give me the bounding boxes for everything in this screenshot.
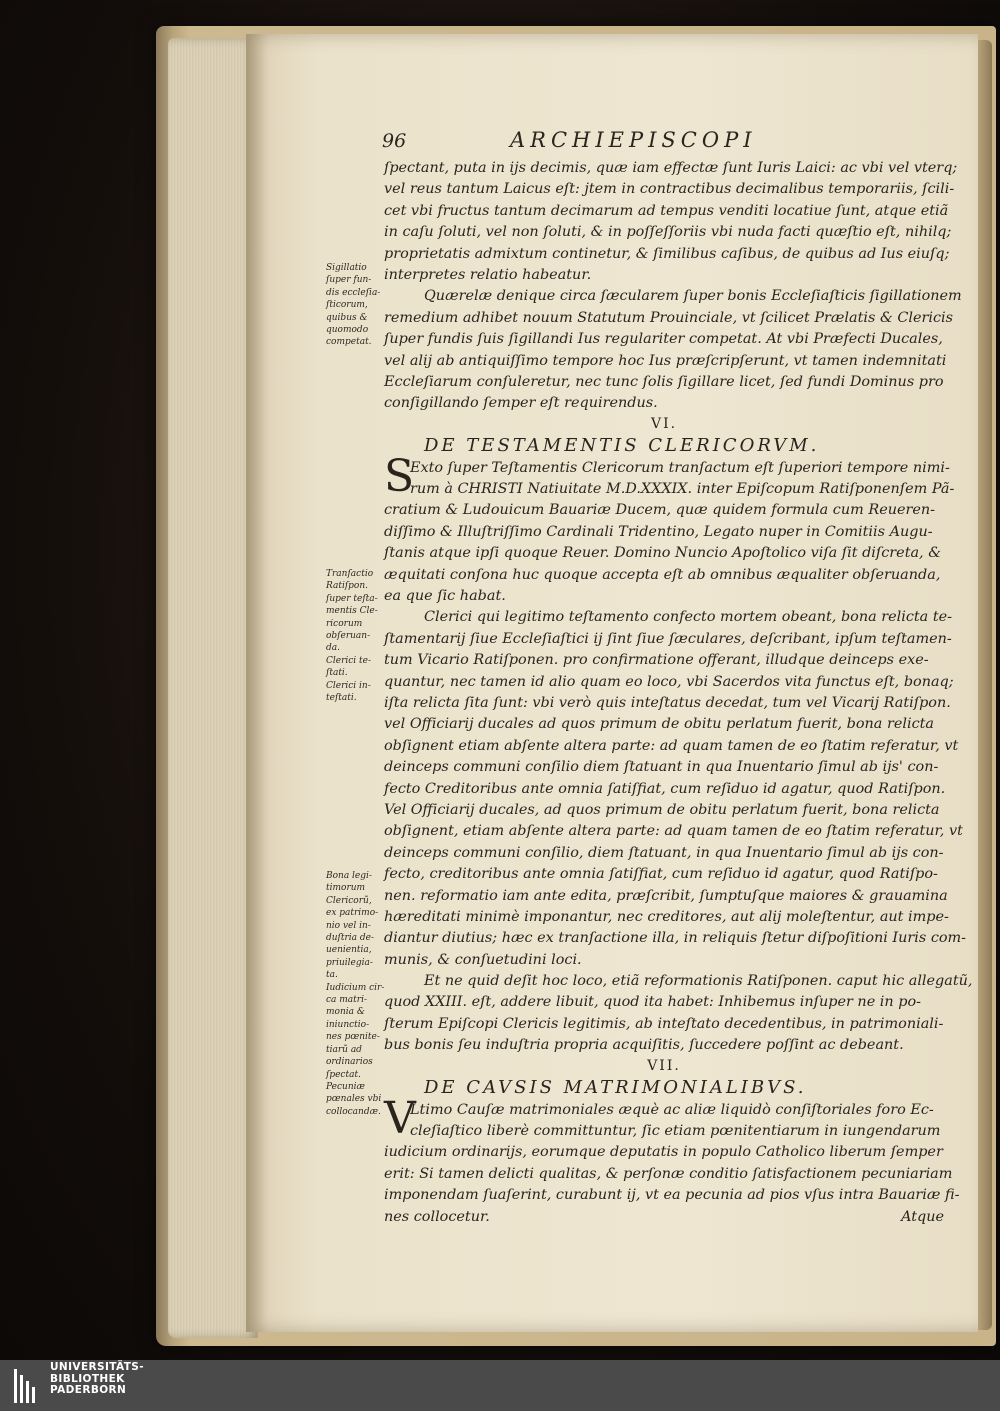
- text-line: fecto Creditoribus ante omnia ſatiſfiat, cum reſiduo id agatur, quod Ratiſpon.: [384, 780, 946, 797]
- text-line: erit: Si tamen delicti qualitas, & perſonæ conditio ſatisfactionem pecuniariam: [384, 1165, 953, 1182]
- marginal-line: Sigillatio: [326, 263, 367, 273]
- marginal-line: ricorum: [326, 618, 363, 629]
- text-line: æquitati conſona huc quoque accepta eſt ab omnibus æqualiter obſeruanda,: [384, 566, 941, 583]
- marginal-line: dis eccleſia-: [326, 287, 381, 298]
- page-number: 96: [382, 130, 407, 152]
- text-line: Ltimo Cauſæ matrimoniales æquè ac aliæ liquidò conſiſtoriales foro Ec-: [410, 1101, 934, 1118]
- text-line: ſtamentarij ſiue Eccleſiaſtici ij ſint ſiue ſæculares, deſcribant, ipſum teſtamen-: [384, 630, 952, 647]
- marginal-line: Clerici in-: [326, 680, 371, 691]
- marginal-line: Clerici te-: [326, 655, 372, 666]
- marginal-line: quomodo: [326, 325, 369, 336]
- text-line: Exto ſuper Teſtamentis Clericorum tranſactum eſt ſuperiori tempore nimi-: [410, 459, 950, 476]
- library-name: [50, 1362, 144, 1397]
- section-heading-vii: DE CAVSIS MATRIMONIALIBVS.: [424, 1076, 807, 1098]
- marginal-line: timorum: [326, 883, 366, 894]
- paragraph-4: [384, 607, 967, 971]
- library-footer: [0, 1360, 1000, 1411]
- paragraph-6: [384, 1121, 960, 1228]
- paragraph-3: [384, 479, 955, 607]
- text-line: ſterum Epiſcopi Clericis legitimis, ab inteſtato decedentibus, in patrimoniali-: [384, 1015, 944, 1032]
- marginal-line: iniunctio-: [326, 1019, 370, 1030]
- body-text: [384, 158, 973, 1228]
- page-stack-edge: [168, 38, 258, 1338]
- paragraph-5: [384, 971, 973, 1057]
- marginal-line: teſtati.: [326, 693, 357, 704]
- marginal-line: ca matri-: [326, 995, 368, 1006]
- marginal-line: uenientia,: [326, 945, 372, 956]
- text-line: deinceps communi conſilio, diem ſtatuant, in qua Inuentario ſimul ab ijs con-: [384, 844, 944, 861]
- catchword: Atque: [901, 1208, 944, 1225]
- marginal-line: monia &: [326, 1007, 365, 1018]
- text-line: diſſimo & Illuſtriſſimo Cardinali Tridentino, Legato nuper in Comitiis Augu-: [384, 523, 933, 540]
- marginal-line: ſticorum,: [326, 300, 368, 311]
- text-line: vel Officiarij ducales ad quos primum de obitu perlatum fuerit, bona relicta: [384, 716, 934, 733]
- text-line: bus bonis ſeu induſtria propria acquiſitis, ſuccedere poſſint ac debeant.: [384, 1037, 904, 1054]
- marginal-line: ſpectat.: [326, 1069, 361, 1080]
- section-number-vi: VI.: [650, 415, 678, 432]
- text-line: conſigillando ſemper eſt requirendus.: [384, 395, 658, 412]
- library-name-line: UNIVERSITÄTS-: [50, 1361, 145, 1373]
- text-line: Eccleſiarum conſuleretur, nec tunc ſolis ſigillare licet, ſed fundi Dominus pro: [384, 373, 944, 390]
- section-number-vii: VII.: [647, 1057, 681, 1074]
- library-name-line: PADERBORN: [50, 1384, 127, 1396]
- marginal-line: ex patrimo-: [326, 908, 379, 919]
- text-line: ſtanis atque ipſi quoque Reuer. Domino Nuncio Apoſtolico viſa ſit diſcreta, &: [384, 545, 942, 562]
- text-line: hæreditati minimè imponantur, nec creditores, aut alij moleſtentur, aut impe-: [384, 908, 949, 925]
- text-line: remedium adhibet nouum Statutum Prouinciale, vt ſcilicet Prælatis & Clericis: [384, 309, 953, 326]
- text-line: vel reus tantum Laicus eſt: jtem in contractibus decimalibus temporariis, ſcili-: [384, 181, 955, 198]
- text-line: quod XXIII. eſt, addere libuit, quod ita habet: Inhibemus inſuper ne in po-: [384, 994, 921, 1011]
- text-line: nes collocetur.: [384, 1208, 490, 1225]
- drop-cap: S: [384, 450, 415, 502]
- marginal-line: duſtria de-: [326, 933, 375, 944]
- marginal-line: nes pœnite-: [326, 1032, 380, 1043]
- marginal-line: ordinarios: [326, 1057, 373, 1068]
- library-name-line: BIBLIOTHEK: [50, 1372, 125, 1385]
- page-right-edge: [978, 40, 992, 1330]
- text-line: interpretes relatio habeatur.: [384, 266, 592, 283]
- marginal-line: da.: [326, 643, 340, 654]
- marginal-line: Tranſactio: [326, 569, 374, 579]
- marginal-line: quibus &: [326, 312, 368, 323]
- text-line: ſuper fundis ſuis ſigillandi Ius regulariter competat. At vbi Præfecti Ducales,: [384, 331, 943, 348]
- text-line: obſignent etiam abſente altera parte: ad quam tamen de eo ſtatim referatur, vt: [384, 737, 959, 754]
- section-heading-vi: DE TESTAMENTIS CLERICORVM.: [424, 434, 820, 456]
- marginal-note-transactio: [326, 568, 380, 704]
- text-line: nen. reformatio iam ante edita, præſcribit, ſumptuſque maiores & grauamina: [384, 887, 948, 904]
- marginal-line: Clericorũ,: [326, 895, 372, 906]
- text-line: Quærelæ denique circa ſæcularem ſuper bonis Eccleſiaſticis ſigillationem: [424, 288, 962, 305]
- text-line: fecto, creditoribus ante omnia ſatiſfiat, cum reſiduo id agatur, quod Ratiſpo-: [384, 866, 938, 883]
- marginal-line: ſuper fun-: [326, 275, 372, 286]
- marginal-line: Pecuniæ: [326, 1081, 365, 1092]
- marginal-line: priuilegia-: [326, 957, 373, 968]
- drop-cap: V: [384, 1092, 416, 1144]
- text-line: cet vbi fructus tantum decimarum ad tempus venditi locatiue ſunt, atque etiã: [384, 202, 949, 219]
- running-head: ARCHIEPISCOPI: [510, 128, 757, 152]
- text-line: vel alij ab antiquiſſimo tempore hoc Ius præſcripſerunt, vt tamen indemnitati: [384, 352, 947, 369]
- marginal-line: ta.: [326, 970, 338, 981]
- text-line: deinceps communi conſilio diem ſtatuant in qua Inuentario ſimul ab ijs' con-: [384, 759, 939, 776]
- text-line: quantur, nec tamen id alio quam eo loco, vbi Sacerdos vita functus eſt, bonaq;: [384, 673, 954, 690]
- marginal-line: mentis Cle-: [326, 606, 378, 617]
- text-line: diantur diutius; hæc ex tranſactione illa, in reliquis ſtetur diſpoſitioni Iuris com-: [384, 930, 967, 947]
- marginal-line: tiarũ ad: [326, 1044, 362, 1055]
- marginal-line: obſeruan-: [326, 631, 371, 642]
- page-header: [382, 130, 952, 160]
- text-line: rum à CHRISTI Natiuitate M.D.XXXIX. inter Epiſcopum Ratiſponenſem Pã-: [410, 481, 955, 498]
- text-line: cratium & Ludouicum Bauariæ Ducem, quæ quidem formula cum Reueren-: [384, 502, 936, 519]
- text-line-last: [384, 1207, 944, 1228]
- marginal-line: ſtati.: [326, 668, 348, 679]
- paragraph-2: [384, 286, 962, 414]
- text-line: munis, & conſuetudini loci.: [384, 951, 582, 968]
- marginal-note-bona: [326, 870, 385, 1118]
- text-line: in caſu ſoluti, vel non ſoluti, & in poſſeſſoriis vbi nuda facti quæſtio eſt, nihilq;: [384, 224, 952, 241]
- text-line: Vel Officiarij ducales, ad quos primum de obitu perlatum fuerit, bona relicta: [384, 801, 940, 818]
- text-line: ea que ſic habat.: [384, 588, 506, 605]
- marginal-line: pœnales vbi: [326, 1094, 382, 1105]
- text-line: Clerici qui legitimo teſtamento confecto mortem obeant, bona relicta te-: [424, 609, 952, 626]
- marginal-line: Iudicium cir-: [326, 982, 385, 993]
- marginal-line: collocandæ.: [326, 1106, 381, 1117]
- paragraph-1: [384, 158, 958, 286]
- marginal-note-sigillatio: [326, 262, 380, 349]
- marginal-line: competat.: [326, 337, 372, 348]
- text-line: iſta relicta ſita ſunt: vbi verò quis inteſtatus decedat, tum vel Vicarij Ratiſpon.: [384, 694, 951, 711]
- marginal-line: nio vel in-: [326, 920, 371, 931]
- text-line: cleſiaſtico liberè committuntur, ſic etiam pœnitentiarum in iungendarum: [410, 1123, 941, 1140]
- text-line: Et ne quid deſit hoc loco, etiã reformationis Ratiſponen. caput hic allegatũ,: [424, 973, 973, 990]
- marginal-line: Ratiſpon.: [326, 581, 369, 592]
- text-line: proprietatis admixtum continetur, & ſimilibus caſibus, de quibus ad Ius eiuſq;: [384, 245, 950, 262]
- text-line: iudicium ordinarijs, eorumque deputatis in populo Catholico liberum ſemper: [384, 1144, 943, 1161]
- text-line: ſpectant, puta in ijs decimis, quæ iam effectæ ſunt Iuris Laici: ac vbi vel vterq;: [384, 160, 958, 176]
- library-logo-icon: [14, 1369, 38, 1403]
- marginal-line: Bona legi-: [326, 871, 372, 881]
- text-line: tum Vicario Ratiſponen. pro confirmatione offerant, illudque deinceps exe-: [384, 652, 929, 669]
- marginal-line: ſuper teſta-: [326, 593, 378, 604]
- text-line: imponendam ſuaſerint, curabunt ij, vt ea pecunia ad pios vſus intra Bauariæ fi-: [384, 1187, 960, 1204]
- text-line: obſignent, etiam abſente altera parte: ad quam tamen de eo ſtatim referatur, vt: [384, 823, 963, 840]
